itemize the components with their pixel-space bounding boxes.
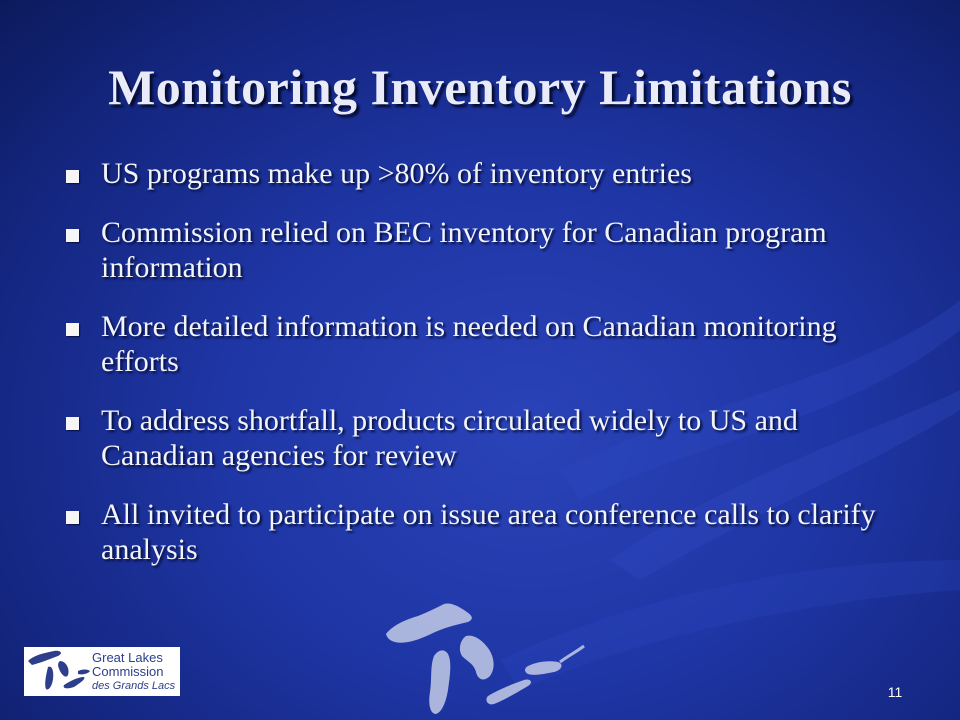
page-number: 11 — [887, 684, 903, 700]
bullet-list — [66, 156, 906, 591]
great-lakes-map-icon — [378, 596, 588, 720]
bullet-item — [66, 215, 906, 285]
bullet-item — [66, 309, 906, 379]
logo-line-2: Commission — [92, 663, 164, 679]
slide-title: Monitoring Inventory Limitations — [108, 59, 852, 115]
bullet-item — [66, 497, 906, 567]
bullet-square-icon — [66, 229, 79, 242]
bullet-square-icon — [66, 417, 79, 430]
bullet-item — [66, 403, 906, 473]
bullet-text: US programs make up >80% of inventory entries — [101, 157, 692, 190]
bullet-item — [66, 156, 906, 191]
logo-line-3: des Grands Lacs — [92, 679, 176, 692]
bullet-square-icon — [66, 170, 79, 183]
bullet-text: To address shortfall, products circulated widely to US and Canadian agencies for review — [101, 404, 798, 472]
bullet-square-icon — [66, 323, 79, 336]
great-lakes-commission-logo — [24, 647, 180, 696]
bullet-text: More detailed information is needed on Canadian monitoring efforts — [101, 310, 837, 378]
logo-line-1: Great Lakes — [92, 649, 163, 665]
logo-lakes-icon — [24, 647, 92, 696]
bullet-square-icon — [66, 511, 79, 524]
bullet-text: Commission relied on BEC inventory for Canadian program information — [101, 216, 827, 284]
logo-text — [92, 651, 175, 693]
bullet-text: All invited to participate on issue area conference calls to clarify analysis — [101, 498, 876, 566]
